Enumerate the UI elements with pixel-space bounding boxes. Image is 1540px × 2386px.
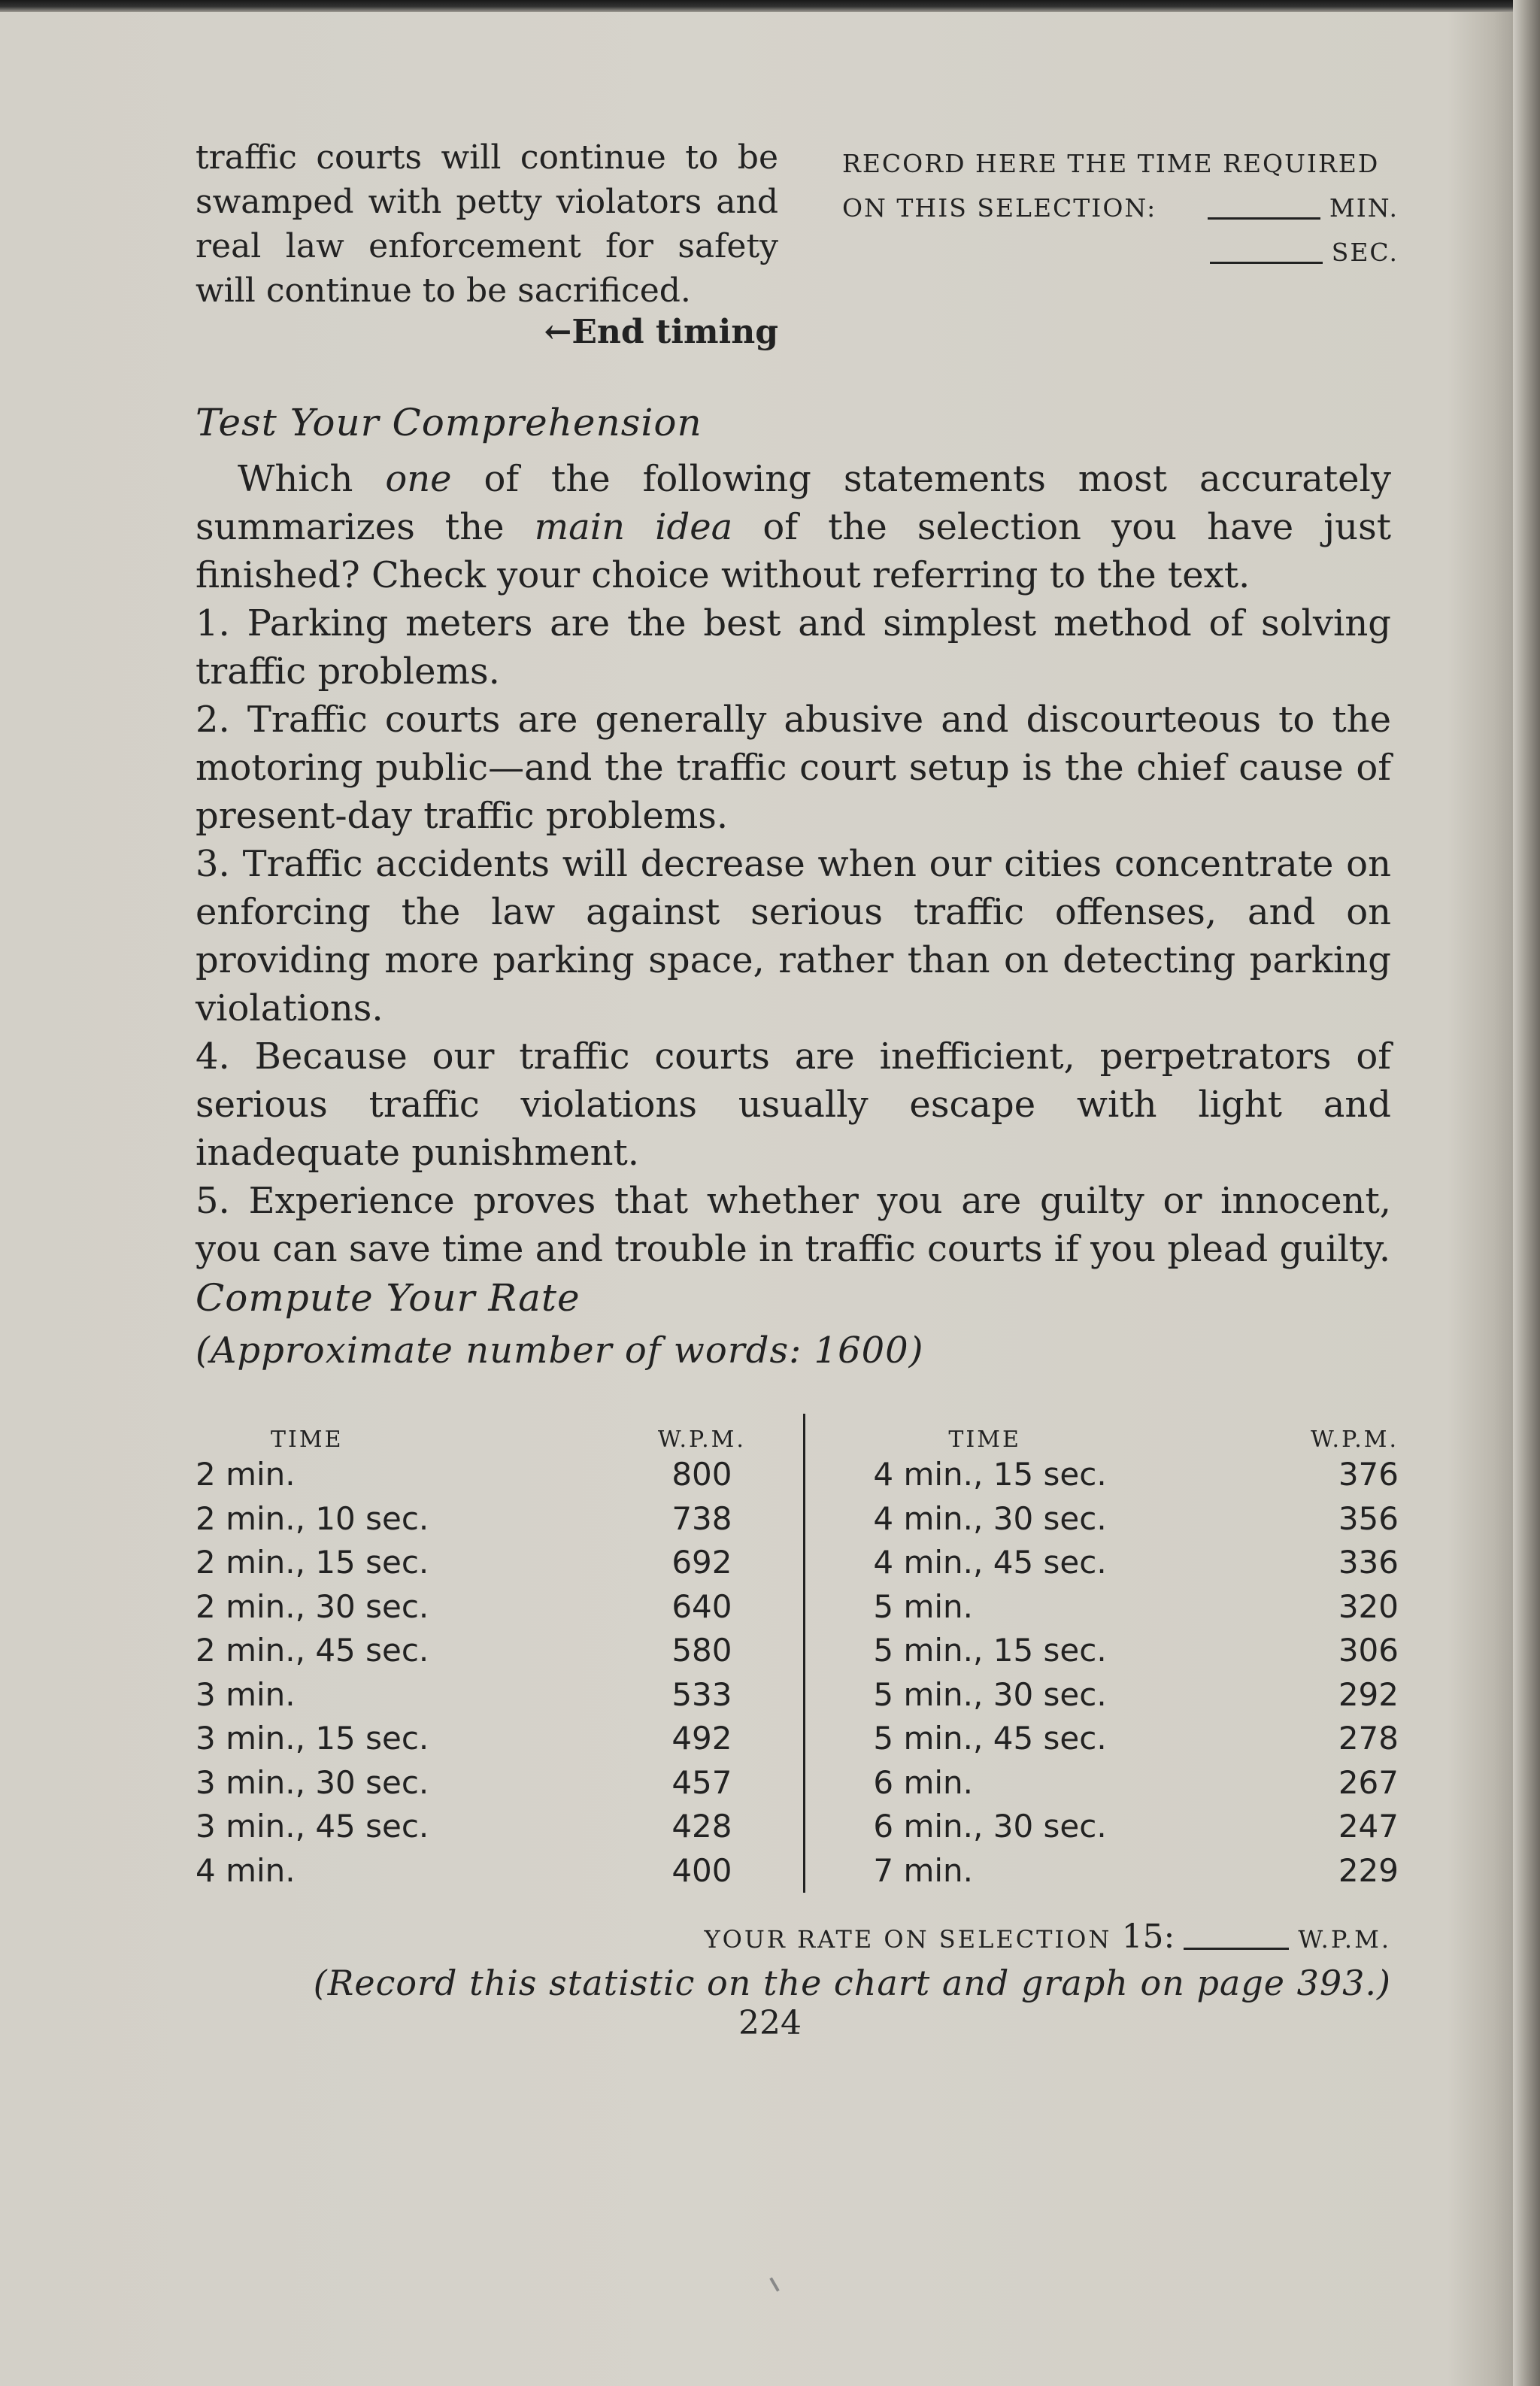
choice-5[interactable]: 5. Experience proves that whether you are guilty or innocent, you can save time and trouble in traffic courts if you plead guilty. (196, 1180, 1391, 1270)
time-cell: 6 min. (873, 1763, 974, 1801)
record-time-heading: RECORD HERE THE TIME REQUIRED (842, 149, 1380, 178)
wpm-cell: 533 (671, 1675, 732, 1713)
wpm-cell: 738 (671, 1499, 732, 1537)
wpm-cell: 457 (671, 1763, 732, 1801)
col-wpm-header: W.P.M. (657, 1426, 746, 1453)
wpm-cell: 428 (671, 1808, 732, 1845)
table-row (873, 1761, 1399, 1805)
rate-table-right-header (873, 1414, 1399, 1453)
time-cell: 4 min., 45 sec. (873, 1544, 1107, 1581)
rate-subtitle-close: ) (908, 1329, 924, 1372)
time-cell: 2 min., 45 sec. (196, 1632, 429, 1669)
table-row (873, 1849, 1399, 1893)
intro-emphasis-main-idea: main idea (534, 506, 733, 548)
record-time-line-3 (842, 230, 1399, 274)
time-cell: 2 min., 15 sec. (196, 1544, 429, 1581)
time-cell: 2 min., 30 sec. (196, 1587, 429, 1625)
table-row (196, 1717, 788, 1761)
time-cell: 3 min., 30 sec. (196, 1763, 429, 1801)
page-number: 224 (738, 2004, 802, 2042)
sec-field[interactable] (1201, 230, 1399, 274)
wpm-cell: 267 (1338, 1763, 1399, 1801)
wpm-cell: 247 (1338, 1808, 1399, 1845)
comprehension-title: Test Your Comprehension (196, 401, 702, 444)
table-row (196, 1497, 788, 1542)
rate-table-left-header (196, 1414, 788, 1453)
table-row (873, 1629, 1399, 1673)
time-cell: 4 min., 15 sec. (873, 1456, 1107, 1493)
choice-4[interactable]: 4. Because our traffic courts are inefficient, perpetrators of serious traffic violations usually escape with light and inadequate punishment. (196, 1035, 1391, 1174)
wpm-cell: 320 (1338, 1587, 1399, 1625)
min-field[interactable] (1199, 186, 1399, 230)
record-time-line-2 (842, 186, 1399, 230)
min-blank[interactable] (1208, 217, 1320, 220)
ink-mark (769, 2277, 779, 2291)
your-rate-suffix: W.P.M. (1298, 1925, 1391, 1954)
table-row (196, 1805, 788, 1849)
table-row (196, 1761, 788, 1805)
table-row (873, 1585, 1399, 1630)
table-row (873, 1541, 1399, 1585)
wpm-cell: 356 (1338, 1499, 1399, 1537)
time-cell: 3 min., 45 sec. (196, 1808, 429, 1845)
choice-3[interactable]: 3. Traffic accidents will decrease when our cities concentrate on enforcing the law against serious traffic offenses, and on providing more parking space, rather than on detecting parking violations. (196, 843, 1391, 1029)
wpm-cell: 229 (1338, 1851, 1399, 1889)
table-row (196, 1541, 788, 1585)
record-time-line-1 (842, 141, 1399, 186)
wpm-cell: 306 (1338, 1632, 1399, 1669)
rate-table-right (805, 1414, 1399, 1893)
time-cell: 2 min., 10 sec. (196, 1499, 429, 1537)
col-time-header: TIME (948, 1426, 1021, 1453)
table-row (196, 1629, 788, 1673)
wpm-cell: 800 (671, 1456, 732, 1493)
wpm-cell: 336 (1338, 1544, 1399, 1581)
sec-blank[interactable] (1210, 262, 1323, 264)
rate-subtitle-text: Approximate number of words: 1600 (210, 1329, 909, 1372)
time-cell: 2 min. (196, 1456, 296, 1493)
time-cell: 5 min., 30 sec. (873, 1675, 1107, 1713)
col-wpm-header: W.P.M. (1310, 1426, 1399, 1453)
wpm-cell: 492 (671, 1720, 732, 1757)
time-cell: 7 min. (873, 1851, 974, 1889)
your-rate-line (196, 1918, 1391, 1956)
record-note: (Record this statistic on the chart and graph on page 393.) (313, 1963, 1391, 2003)
rate-table-left-rows (196, 1453, 788, 1893)
intro-text-2: of the following statements most accurately summarizes the (196, 458, 1392, 548)
your-rate-blank[interactable] (1184, 1948, 1289, 1950)
wpm-cell: 692 (671, 1544, 732, 1581)
time-cell: 4 min. (196, 1851, 296, 1889)
record-time-prefix: ON THIS SELECTION: (842, 193, 1157, 223)
selection-number: 15: (1121, 1918, 1175, 1956)
table-row (196, 1849, 788, 1893)
comprehension-body (196, 455, 1391, 1273)
table-row (873, 1805, 1399, 1849)
sec-label: SEC. (1331, 238, 1399, 267)
rate-table-left (196, 1414, 805, 1893)
time-cell: 3 min. (196, 1675, 296, 1713)
time-cell: 5 min. (873, 1587, 974, 1625)
table-row (196, 1673, 788, 1717)
top-section (196, 135, 1399, 361)
rate-table (196, 1414, 1399, 1893)
wpm-cell: 400 (671, 1851, 732, 1889)
wpm-cell: 376 (1338, 1456, 1399, 1493)
intro-text-1: Which (238, 458, 386, 500)
table-row (873, 1453, 1399, 1497)
record-time-box (842, 141, 1399, 274)
min-label: MIN. (1329, 193, 1399, 223)
table-row (873, 1717, 1399, 1761)
end-timing-label: ←End timing (544, 313, 778, 351)
page-top-shadow (0, 0, 1540, 12)
rate-table-right-rows (873, 1453, 1399, 1893)
rate-title: Compute Your Rate (196, 1276, 581, 1320)
table-row (873, 1673, 1399, 1717)
table-row (873, 1497, 1399, 1542)
time-cell: 5 min., 45 sec. (873, 1720, 1107, 1757)
your-rate-prefix: YOUR RATE ON SELECTION (704, 1925, 1112, 1954)
rate-subtitle-open: ( (196, 1329, 211, 1372)
choice-1[interactable]: 1. Parking meters are the best and simplest method of solving traffic problems. (196, 602, 1391, 693)
selection-end-block (196, 135, 1399, 361)
col-time-header: TIME (271, 1426, 344, 1453)
time-cell: 4 min., 30 sec. (873, 1499, 1107, 1537)
rate-subtitle (196, 1329, 923, 1372)
wpm-cell: 292 (1338, 1675, 1399, 1713)
choice-2[interactable]: 2. Traffic courts are generally abusive and discourteous to the motoring public—and the traffic court setup is the chief cause of present-day traffic problems. (196, 699, 1391, 837)
intro-text-3: of the selection you have just finished? Check your choice without referring to the text. (196, 506, 1391, 596)
selection-end-text: traffic courts will continue to be swamped with petty violators and real law enforcement for safety will continue to be sacrificed. (196, 138, 778, 310)
time-cell: 3 min., 15 sec. (196, 1720, 429, 1757)
wpm-cell: 580 (671, 1632, 732, 1669)
comprehension-intro (196, 455, 1391, 599)
intro-emphasis-one: one (385, 458, 452, 500)
table-row (196, 1453, 788, 1497)
wpm-cell: 278 (1338, 1720, 1399, 1757)
time-cell: 5 min., 15 sec. (873, 1632, 1107, 1669)
wpm-cell: 640 (671, 1587, 732, 1625)
table-row (196, 1585, 788, 1630)
time-cell: 6 min., 30 sec. (873, 1808, 1107, 1845)
